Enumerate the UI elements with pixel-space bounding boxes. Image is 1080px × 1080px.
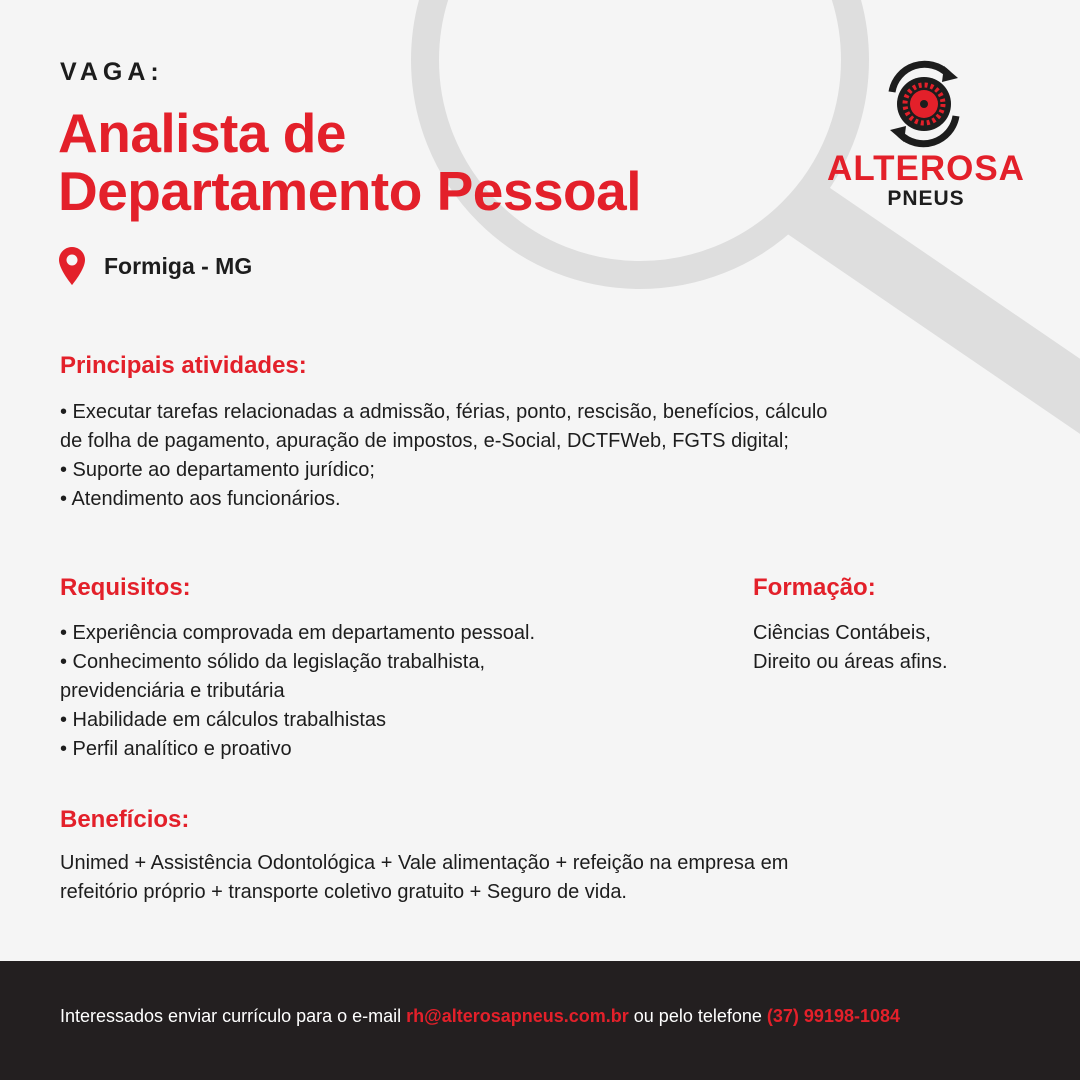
list-item: • Suporte ao departamento jurídico;	[60, 459, 375, 481]
formacao-title: Formação:	[753, 574, 876, 601]
job-title-line-2: Departamento Pessoal	[58, 160, 641, 222]
list-item: • Experiência comprovada em departamento pessoal.	[60, 622, 536, 644]
footer-text-before: Interessados enviar currículo para o e-mail	[60, 1006, 407, 1026]
beneficios-list	[60, 849, 788, 907]
footer-text-middle: ou pelo telefone	[628, 1006, 767, 1026]
list-item: refeitório próprio + transporte coletivo gratuito + Seguro de vida.	[60, 881, 627, 903]
list-item: • Habilidade em cálculos trabalhistas	[60, 709, 387, 731]
formacao-list	[753, 619, 948, 677]
vaga-label: VAGA:	[60, 58, 164, 86]
requisitos-title: Requisitos:	[60, 574, 191, 601]
footer-bar	[0, 961, 1080, 1080]
job-title-line-1: Analista de	[58, 102, 346, 164]
atividades-list	[60, 398, 827, 514]
footer-contact	[60, 1006, 900, 1027]
logo-brand-name: ALTEROSA	[827, 149, 1025, 188]
list-item: Unimed + Assistência Odontológica + Vale alimentação + refeição na empresa em	[60, 852, 789, 874]
contact-email-link[interactable]: rh@alterosapneus.com.br	[406, 1006, 629, 1026]
atividades-title: Principais atividades:	[60, 352, 307, 379]
company-logo	[826, 58, 1026, 213]
location-pin-icon	[58, 246, 86, 286]
beneficios-title: Benefícios:	[60, 806, 190, 833]
list-item: Direito ou áreas afins.	[753, 651, 948, 673]
list-item: previdenciária e tributária	[60, 680, 285, 702]
job-location	[58, 246, 252, 286]
list-item: Ciências Contábeis,	[753, 622, 931, 644]
location-city: Formiga - MG	[104, 252, 253, 279]
list-item: • Conhecimento sólido da legislação trabalhista,	[60, 651, 486, 673]
job-title	[58, 104, 641, 220]
tire-recycle-icon	[878, 58, 970, 150]
requisitos-list	[60, 619, 535, 764]
list-item: de folha de pagamento, apuração de impostos, e-Social, DCTFWeb, FGTS digital;	[60, 430, 789, 452]
contact-phone-link[interactable]: (37) 99198-1084	[766, 1006, 901, 1026]
list-item: • Perfil analítico e proativo	[60, 738, 292, 760]
list-item: • Atendimento aos funcionários.	[60, 488, 341, 510]
list-item: • Executar tarefas relacionadas a admissão, férias, ponto, rescisão, benefícios, cálculo	[60, 401, 828, 423]
logo-brand-sub: PNEUS	[887, 187, 965, 210]
